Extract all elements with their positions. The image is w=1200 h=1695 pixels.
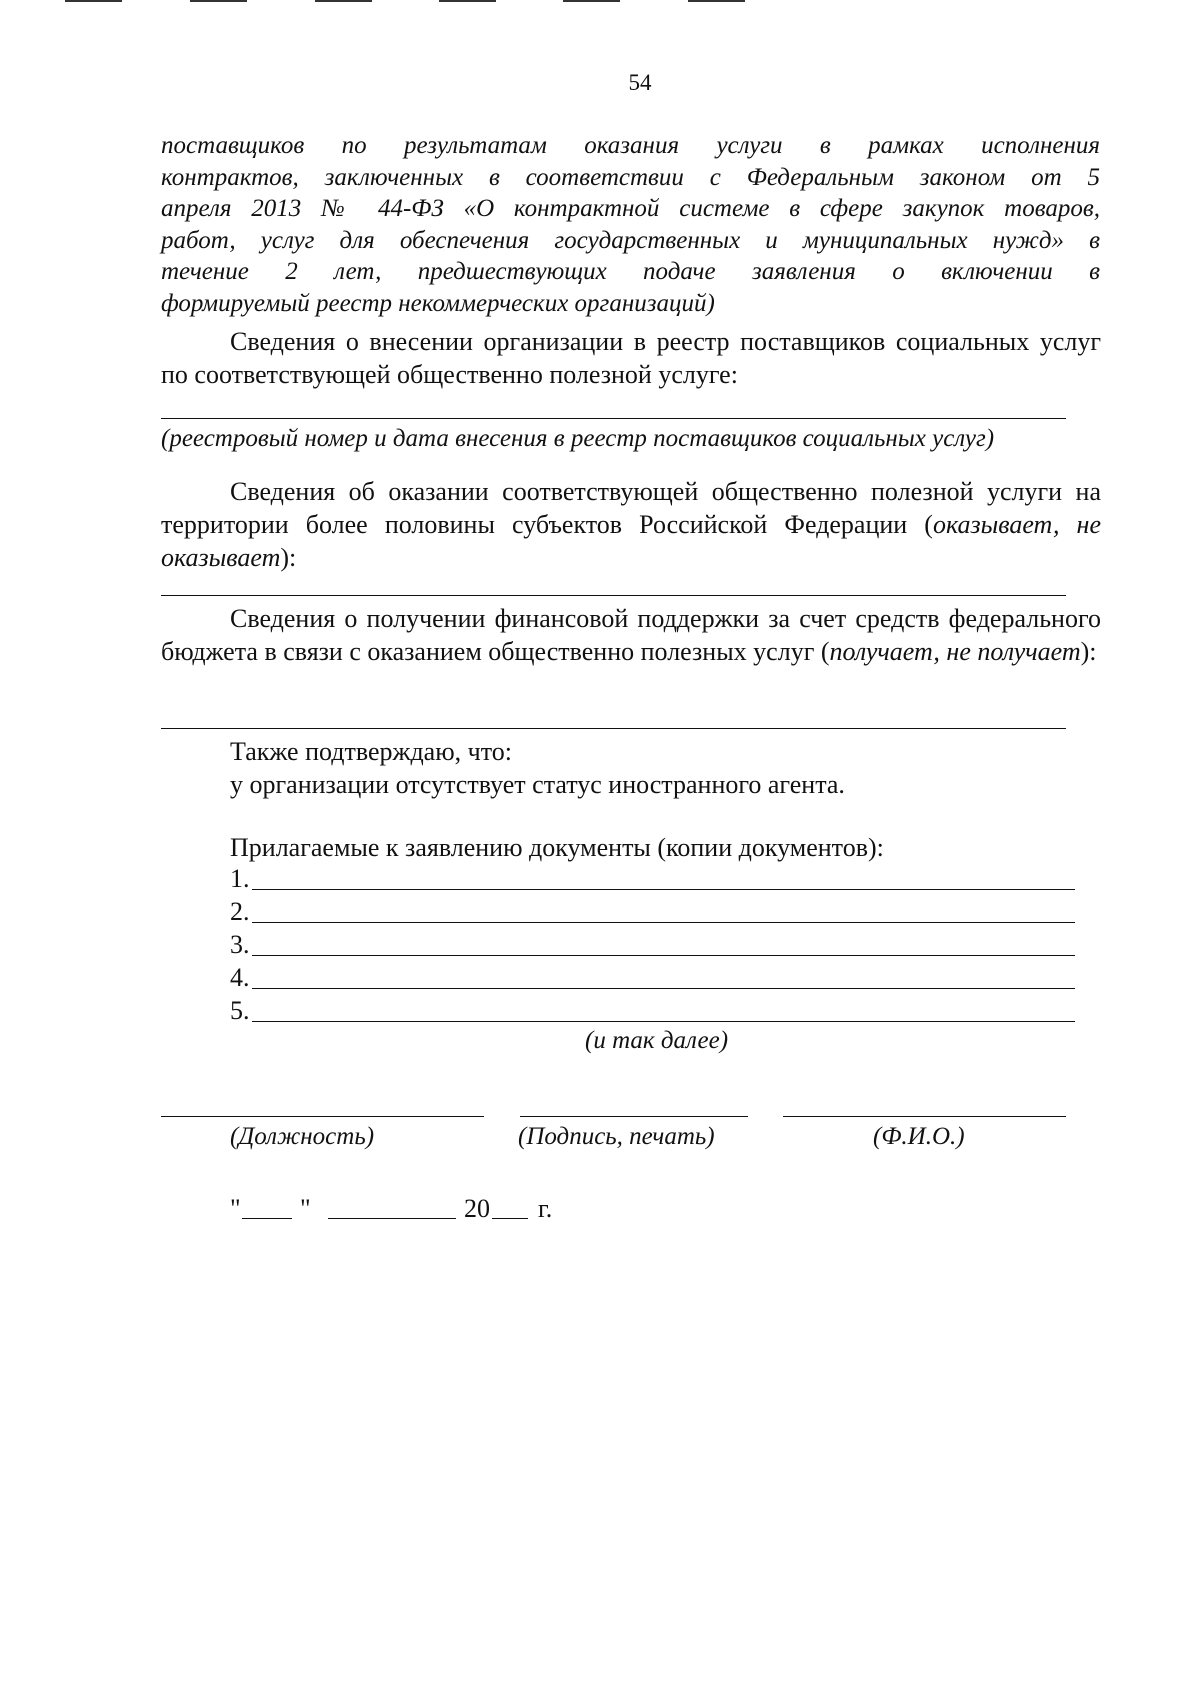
attachments-etc: (и так далее) [585,1027,729,1054]
month-fill-line[interactable] [328,1218,456,1219]
full-name-caption: (Ф.И.О.) [873,1123,965,1150]
intro-line-3: апреля 2013 № 44-ФЗ «О контрактной системе в сфере закупок товаров, [161,195,1100,222]
registry-fill-line[interactable] [161,418,1066,419]
regions-paragraph [161,475,1101,574]
attachment-fill-line[interactable] [252,988,1075,989]
year-prefix: 20 [464,1194,490,1223]
attachment-fill-line[interactable] [252,955,1075,956]
top-rule-5 [563,0,620,2]
attachment-item[interactable] [230,897,1075,927]
position-fill-line[interactable] [161,1116,484,1117]
date-quote-close: " [300,1194,311,1223]
attachment-item[interactable] [230,864,1075,894]
attachments-title: Прилагаемые к заявлению документы (копии документов): [230,833,884,862]
regions-text: Сведения об оказании соответствующей общественно полезной услуги на территории более половины субъектов Российской Федерации ( [161,477,1101,539]
day-fill-line[interactable] [242,1218,292,1219]
attachment-fill-line[interactable] [252,889,1075,890]
year-suffix: г. [538,1194,553,1223]
top-rule-1 [65,0,122,2]
funding-text: Сведения о получении финансовой поддержки за счет средств федерального бюджета в связи с оказанием общественно полезных услуг ( [161,604,1101,666]
attachment-fill-line[interactable] [252,1021,1075,1022]
funding-paragraph [161,602,1101,668]
registry-text: Сведения о внесении организации в реестр поставщиков социальных услуг по соответствующей общественно полезной услуге: [161,327,1101,389]
registry-caption: (реестровый номер и дата внесения в реестр поставщиков социальных услуг) [161,425,995,452]
attachment-fill-line[interactable] [252,922,1075,923]
intro-line-5: течение 2 лет, предшествующих подаче заявления о включении в [161,258,1100,285]
signature-fill-line[interactable] [520,1116,748,1117]
position-caption: (Должность) [230,1123,375,1150]
funding-suffix: ): [1080,637,1097,666]
attachment-number: 2. [230,897,250,926]
attachment-number: 3. [230,930,250,959]
top-rule-3 [315,0,372,2]
regions-options: оказывает, не оказывает [161,510,1101,572]
year-fill-line[interactable] [492,1218,528,1219]
date-quote-open: " [230,1194,241,1223]
intro-line-1: поставщиков по результатам оказания услуги в рамках исполнения [161,132,1100,159]
intro-line-4: работ, услуг для обеспечения государственных и муниципальных нужд» в [161,226,1100,254]
registry-paragraph [161,325,1101,391]
funding-fill-line[interactable] [161,728,1066,729]
full-name-fill-line[interactable] [783,1116,1066,1117]
regions-fill-line[interactable] [161,595,1066,596]
funding-options: получает, не получает [829,637,1081,666]
attachment-item[interactable] [230,996,1075,1026]
intro-line-6: формируемый реестр некоммерческих организаций) [161,289,715,317]
intro-italic-paragraph [161,130,1100,319]
confirmation-line-1: Также подтверждаю, что: [230,737,512,766]
top-rule-6 [688,0,745,2]
intro-line-2: контрактов, заключенных в соответствии с Федеральным законом от 5 [161,163,1100,191]
regions-suffix: ): [280,543,297,572]
attachment-item[interactable] [230,930,1075,960]
sign-stamp-caption: (Подпись, печать) [518,1123,715,1150]
attachment-number: 1. [230,864,250,893]
top-rule-4 [439,0,496,2]
date-line [230,1190,630,1224]
attachment-number: 5. [230,996,250,1025]
top-rule-2 [190,0,247,2]
page-number: 54 [628,70,652,95]
attachment-item[interactable] [230,963,1075,993]
confirmation-line-2: у организации отсутствует статус иностранного агента. [230,770,845,799]
attachment-number: 4. [230,963,250,992]
